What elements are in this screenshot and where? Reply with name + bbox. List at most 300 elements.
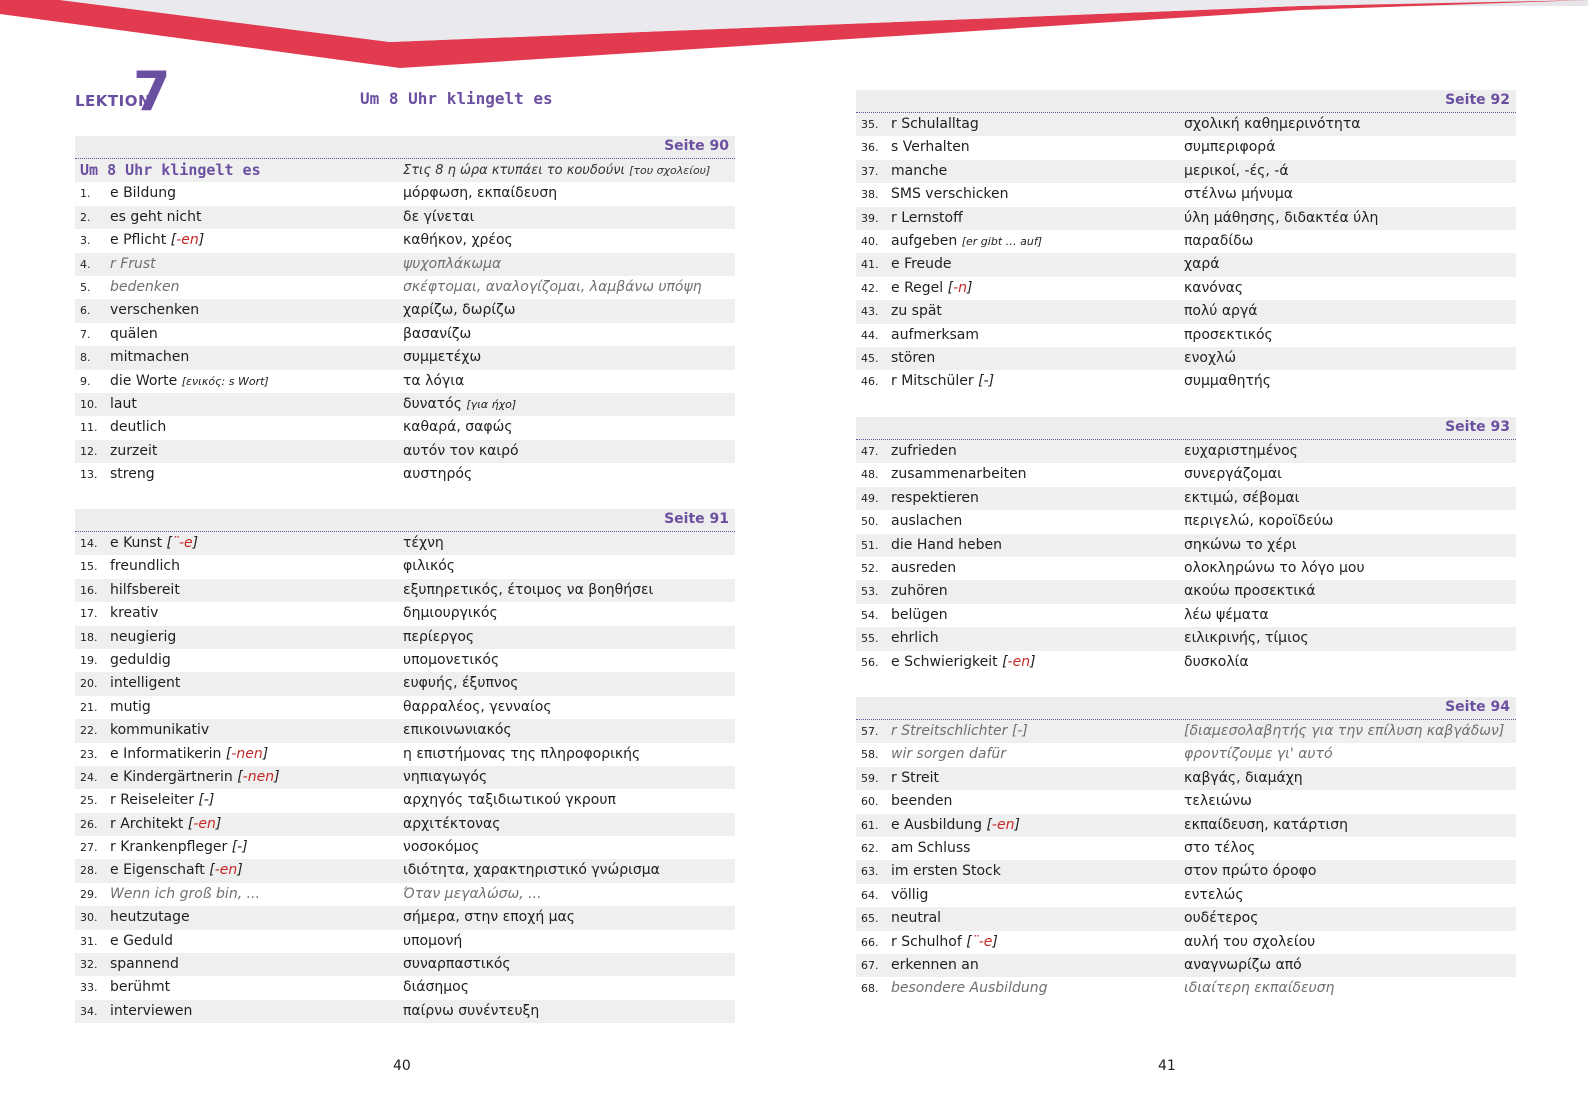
greek-translation: [1184, 580, 1316, 603]
entry-number: 38.: [861, 188, 879, 202]
vocab-row: [856, 207, 1516, 230]
vocab-row: [856, 884, 1516, 907]
greek-translation: [1184, 324, 1273, 347]
entry-number: 18.: [80, 630, 98, 644]
entry-number: 46.: [861, 375, 879, 389]
german-word: r Architekt: [110, 815, 184, 832]
ending-text: -en: [193, 815, 216, 832]
entry-number: 16.: [80, 583, 98, 597]
vocab-row: [856, 907, 1516, 930]
note-text: ενικός:: [186, 374, 226, 388]
ending-text: -en: [214, 862, 238, 879]
entry-number: 61.: [861, 818, 879, 832]
greek-translation: [1184, 510, 1333, 533]
german-word: r Lernstoff: [891, 209, 963, 226]
german-term: [891, 487, 979, 510]
vocab-row: [856, 136, 1516, 159]
german-word: Wenn ich groß bin, ...: [110, 885, 260, 902]
greek-word: εκτιμώ, σέβομαι: [1184, 489, 1300, 506]
german-word: stören: [891, 349, 936, 366]
vocab-row: [75, 672, 735, 695]
right-page: [856, 0, 1516, 1095]
greek-translation: [403, 743, 640, 766]
german-term: [891, 440, 957, 463]
entry-number: 62.: [861, 841, 879, 855]
german-term: [891, 557, 956, 580]
plural-ending: [-n]: [947, 279, 973, 296]
german-word: zu spät: [891, 303, 942, 320]
vocab-row: [856, 931, 1516, 954]
german-term: [110, 555, 180, 578]
german-term: [891, 580, 948, 603]
plural-ending: [-]: [978, 373, 995, 390]
seite-label: Seite 90: [664, 138, 729, 154]
german-term: [891, 767, 939, 790]
german-term: [891, 113, 979, 136]
greek-translation: [403, 416, 513, 439]
greek-translation: [403, 463, 472, 486]
greek-translation: [403, 323, 471, 346]
vocab-list: [856, 440, 1516, 674]
german-word: e Eigenschaft: [110, 862, 205, 879]
entry-number: 57.: [861, 725, 879, 738]
vocab-row: [75, 532, 735, 555]
ending-text: -en: [176, 232, 199, 249]
german-term: [891, 604, 948, 627]
greek-translation: [403, 555, 455, 578]
german-word: aufgeben: [891, 232, 958, 249]
german-word: wir sorgen dafür: [891, 746, 1007, 763]
greek-translation: [403, 229, 513, 252]
german-term: [891, 814, 1020, 837]
german-word: erkennen an: [891, 956, 979, 973]
vocab-row: [75, 182, 735, 205]
vocab-row: [75, 206, 735, 229]
german-word: kreativ: [110, 605, 159, 622]
vocab-row: [856, 860, 1516, 883]
entry-number: 33.: [80, 981, 98, 995]
plural-ending: [-en]: [986, 816, 1020, 833]
greek-word: περίεργος: [403, 628, 475, 645]
german-term: [891, 534, 1002, 557]
plural-ending: [-]: [231, 839, 248, 856]
german-term: [110, 229, 204, 252]
vocab-row: [856, 767, 1516, 790]
greek-translation: [403, 836, 479, 859]
german-word: neugierig: [110, 628, 177, 645]
vocab-row: [856, 300, 1516, 323]
greek-translation: [1184, 884, 1244, 907]
german-term: [891, 300, 942, 323]
greek-word: συμμαθητής: [1184, 373, 1271, 390]
german-word: heutzutage: [110, 909, 190, 926]
german-term: [110, 393, 137, 416]
greek-translation: [403, 626, 474, 649]
vocab-row: [856, 743, 1516, 766]
greek-word: ύλη μάθησης, διδακτέα ύλη: [1184, 209, 1379, 226]
entry-number: 4.: [80, 257, 91, 271]
german-word: r Schulhof: [891, 933, 962, 950]
seite-header: [856, 90, 1516, 113]
german-word: e Geduld: [110, 932, 174, 949]
german-term: [110, 672, 180, 695]
vocab-row: [75, 766, 735, 789]
vocab-row: [856, 463, 1516, 486]
german-word: e Freude: [891, 256, 952, 273]
greek-word: διάσημος: [403, 979, 469, 996]
german-term: [891, 860, 1001, 883]
left-page: [75, 0, 735, 1095]
vocab-row: [75, 299, 735, 322]
vocab-row: [75, 602, 735, 625]
entry-number: 17.: [80, 607, 98, 621]
german-term: [891, 183, 1009, 206]
german-word: e Regel: [891, 279, 944, 296]
german-word: bedenken: [110, 278, 180, 295]
greek-translation: [1184, 604, 1269, 627]
entry-number: 52.: [861, 561, 879, 575]
greek-translation: [1184, 627, 1309, 650]
vocab-row: [75, 229, 735, 252]
german-word: ausreden: [891, 559, 957, 576]
entry-number: 26.: [80, 817, 98, 831]
vocab-row: [856, 277, 1516, 300]
greek-translation: [403, 299, 515, 322]
greek-translation: [403, 953, 511, 976]
entry-number: 3.: [80, 234, 91, 248]
entry-number: 19.: [80, 653, 98, 667]
entry-number: 5.: [80, 280, 91, 294]
entry-number: 39.: [861, 211, 879, 225]
german-term: [110, 696, 151, 719]
german-word: es geht nicht: [110, 208, 202, 225]
heading-greek: Στις 8 η ώρα κτυπάει το κουδούνι [του σχολείου]: [403, 163, 711, 178]
greek-translation: [403, 346, 481, 369]
german-word: belügen: [891, 606, 948, 623]
grammar-note: [ενικός: s Wort]: [181, 374, 269, 388]
german-word: s Verhalten: [891, 139, 970, 156]
entry-number: 48.: [861, 468, 879, 482]
greek-word: πολύ αργά: [1184, 303, 1258, 320]
entry-number: 40.: [861, 234, 879, 248]
greek-word: ακούω προσεκτικά: [1184, 583, 1316, 600]
grammar-note: [er gibt … auf]: [961, 234, 1043, 248]
german-word: besondere Ausbildung: [891, 980, 1048, 997]
vocab-list: [75, 182, 735, 486]
german-word: freundlich: [110, 558, 180, 575]
seite-label: Seite 94: [1445, 699, 1510, 715]
greek-translation: [1184, 487, 1299, 510]
greek-word: περιγελώ, κοροϊδεύω: [1184, 513, 1334, 530]
entry-number: 41.: [861, 258, 879, 272]
german-term: [891, 370, 994, 393]
vocab-row: [75, 463, 735, 486]
german-term: [891, 347, 935, 370]
entry-number: 34.: [80, 1004, 98, 1018]
greek-word: η επιστήμονας της πληροφορικής: [403, 745, 641, 762]
entry-number: 51.: [861, 538, 879, 552]
greek-word: ιδιαίτερη εκπαίδευση: [1184, 980, 1335, 997]
german-term: [891, 977, 1047, 1000]
greek-word: αυστηρός: [403, 466, 473, 483]
greek-word: προσεκτικός: [1184, 326, 1273, 343]
greek-translation: [403, 276, 702, 299]
greek-word: αναγνωρίζω από: [1184, 956, 1302, 973]
vocab-row: [856, 324, 1516, 347]
german-word: e Ausbildung: [891, 816, 982, 833]
greek-word: παίρνω συνέντευξη: [403, 1002, 540, 1019]
page-number: 41: [1158, 1058, 1176, 1074]
greek-translation: [403, 766, 487, 789]
german-term: [110, 440, 157, 463]
entry-number: 11.: [80, 421, 98, 435]
greek-translation: [403, 370, 464, 393]
german-term: [110, 346, 189, 369]
greek-translation: [403, 532, 444, 555]
german-word: hilfsbereit: [110, 581, 180, 598]
plural-ending: [¨-e]: [166, 535, 199, 551]
entry-number: 7.: [80, 327, 91, 341]
greek-word: φροντίζουμε γι' αυτό: [1184, 746, 1333, 763]
plural-ending: [¨-e]: [966, 933, 998, 950]
entry-number: 21.: [80, 700, 98, 714]
german-term: [110, 299, 199, 322]
greek-translation: [403, 906, 575, 929]
greek-word: σχολική καθημερινότητα: [1184, 116, 1361, 132]
vocab-row: [75, 323, 735, 346]
german-word: laut: [110, 395, 137, 412]
greek-translation: [403, 182, 557, 205]
section-seite-91: [75, 509, 735, 1023]
greek-word: στο τέλος: [1184, 839, 1256, 856]
vocab-row: [75, 906, 735, 929]
german-term: [891, 884, 928, 907]
entry-number: 43.: [861, 305, 879, 319]
entry-number: 2.: [80, 210, 91, 224]
entry-number: 9.: [80, 374, 91, 388]
greek-word: σηκώνω το χέρι: [1184, 536, 1297, 553]
greek-word: τέχνη: [403, 535, 444, 551]
german-term: [110, 182, 176, 205]
vocab-row: [75, 626, 735, 649]
entry-number: 32.: [80, 958, 98, 972]
entry-number: 58.: [861, 748, 879, 762]
greek-translation: [403, 883, 542, 906]
greek-translation: [403, 859, 660, 882]
greek-translation: [1184, 253, 1219, 276]
german-term: [110, 719, 209, 742]
entry-number: 49.: [861, 491, 879, 505]
german-term: [891, 954, 979, 977]
german-term: [891, 790, 952, 813]
german-term: [891, 720, 1028, 743]
seite-header: [75, 136, 735, 159]
vocab-row: [75, 953, 735, 976]
german-word: völlig: [891, 886, 929, 903]
german-word: e Bildung: [110, 185, 176, 202]
entry-number: 67.: [861, 958, 879, 972]
greek-translation: [403, 649, 499, 672]
greek-word: νοσοκόμος: [403, 839, 480, 856]
vocab-row: [856, 160, 1516, 183]
greek-word: χαρά: [1184, 256, 1220, 273]
german-word: r Mitschüler: [891, 373, 974, 390]
greek-translation: [1184, 977, 1334, 1000]
german-term: [110, 276, 179, 299]
entry-number: 53.: [861, 585, 879, 599]
vocab-list: [75, 532, 735, 1023]
vocab-row: [856, 580, 1516, 603]
greek-translation: [1184, 136, 1275, 159]
vocab-row: [75, 836, 735, 859]
greek-translation: [403, 206, 474, 229]
vocab-row: [856, 487, 1516, 510]
german-term: [110, 370, 269, 393]
vocab-row: [75, 743, 735, 766]
german-term: [891, 627, 939, 650]
plural-ending: [-]: [198, 792, 215, 809]
vocab-row: [75, 883, 735, 906]
ending-text: -en: [1007, 653, 1031, 670]
vocab-list: [856, 720, 1516, 1001]
german-word: e Kindergärtnerin: [110, 768, 233, 785]
greek-word: νηπιαγωγός: [403, 768, 488, 785]
vocab-row: [856, 510, 1516, 533]
entry-number: 12.: [80, 444, 98, 458]
vocab-row: [856, 557, 1516, 580]
german-word: r Reiseleiter: [110, 792, 194, 809]
greek-word: αυλή του σχολείου: [1184, 933, 1316, 950]
german-word: SMS verschicken: [891, 186, 1009, 203]
greek-word: φιλικός: [403, 558, 456, 575]
entry-number: 65.: [861, 912, 879, 926]
german-word: zuhören: [891, 583, 948, 600]
greek-translation: [403, 602, 498, 625]
greek-translation: [403, 813, 500, 836]
greek-word: [διαμεσολαβητής για την επίλυση καβγάδων]: [1184, 723, 1505, 739]
greek-translation: [403, 253, 501, 276]
greek-word: συμμετέχω: [403, 349, 482, 366]
vocab-row: [856, 440, 1516, 463]
greek-translation: [403, 1000, 539, 1023]
german-term: [891, 651, 1036, 674]
german-term: [110, 532, 198, 555]
greek-word: ολοκληρώνω το λόγο μου: [1184, 559, 1365, 576]
entry-number: 13.: [80, 468, 98, 482]
vocab-list: [856, 113, 1516, 394]
german-term: [110, 953, 179, 976]
vocab-row: [75, 346, 735, 369]
entry-number: 66.: [861, 935, 879, 949]
greek-word: ψυχοπλάκωμα: [403, 255, 502, 272]
greek-translation: [1184, 440, 1298, 463]
greek-word: ευχαριστημένος: [1184, 443, 1298, 459]
entry-number: 68.: [861, 982, 879, 996]
german-term: [110, 649, 171, 672]
greek-word: Όταν μεγαλώσω, ...: [403, 885, 542, 902]
german-term: [110, 906, 190, 929]
entry-number: 54.: [861, 608, 879, 622]
vocab-row: [856, 253, 1516, 276]
entry-number: 50.: [861, 515, 879, 529]
greek-word: μερικοί, -ές, -ά: [1184, 162, 1289, 179]
plural-ending: [-en]: [170, 232, 205, 249]
entry-number: 56.: [861, 655, 879, 669]
plural-ending: [-en]: [209, 862, 243, 879]
greek-translation: [1184, 347, 1236, 370]
vocab-row: [75, 393, 735, 416]
entry-number: 55.: [861, 632, 879, 646]
german-term: [110, 930, 173, 953]
vocab-row: [856, 370, 1516, 393]
vocab-row: [856, 837, 1516, 860]
german-word: interviewen: [110, 1002, 193, 1019]
german-term: [110, 206, 202, 229]
greek-translation: [1184, 907, 1258, 930]
greek-translation: [403, 393, 516, 416]
german-term: [110, 976, 170, 999]
greek-word: ευφυής, έξυπνος: [403, 675, 519, 692]
lektion-label: LEKTION: [75, 92, 152, 110]
vocab-row: [856, 790, 1516, 813]
vocab-row: [75, 579, 735, 602]
german-term: [891, 931, 998, 954]
entry-number: 22.: [80, 724, 98, 738]
german-term: [891, 253, 952, 276]
vocab-row: [75, 649, 735, 672]
vocab-row: [856, 183, 1516, 206]
seite-label: Seite 91: [664, 511, 729, 527]
vocab-row: [75, 813, 735, 836]
german-word: beenden: [891, 793, 953, 810]
greek-note: [για ήχο]: [466, 397, 517, 411]
greek-word: επικοινωνιακός: [403, 722, 512, 739]
german-word: auslachen: [891, 513, 963, 530]
german-term: [891, 463, 1027, 486]
greek-word: συμπεριφορά: [1184, 139, 1276, 156]
greek-word: βασανίζω: [403, 325, 472, 342]
german-word: intelligent: [110, 675, 181, 692]
vocab-row: [856, 814, 1516, 837]
greek-translation: [403, 672, 519, 695]
greek-translation: [1184, 767, 1303, 790]
entry-number: 23.: [80, 747, 98, 761]
german-term: [110, 253, 156, 276]
greek-translation: [1184, 300, 1257, 323]
seite-header: [856, 417, 1516, 440]
seite-header: [856, 697, 1516, 720]
greek-word: αυτόν τον καιρό: [403, 442, 519, 459]
section-seite-92: [856, 90, 1516, 394]
vocab-row: [75, 440, 735, 463]
greek-word: αρχιτέκτονας: [403, 815, 501, 832]
entry-number: 14.: [80, 537, 98, 550]
vocab-row: [856, 534, 1516, 557]
german-term: [110, 602, 158, 625]
german-term: [891, 207, 963, 230]
plural-ending: [-en]: [1002, 653, 1036, 670]
greek-word: συνεργάζομαι: [1184, 466, 1282, 483]
lektion-number: 7: [133, 60, 171, 123]
german-word: r Krankenpfleger: [110, 839, 228, 856]
german-word: verschenken: [110, 302, 200, 319]
german-word: aufmerksam: [891, 326, 980, 343]
greek-word: στον πρώτο όροφο: [1184, 863, 1317, 880]
greek-translation: [1184, 277, 1243, 300]
greek-word: συναρπαστικός: [403, 956, 511, 973]
greek-translation: [403, 789, 616, 812]
entry-number: 59.: [861, 771, 879, 785]
